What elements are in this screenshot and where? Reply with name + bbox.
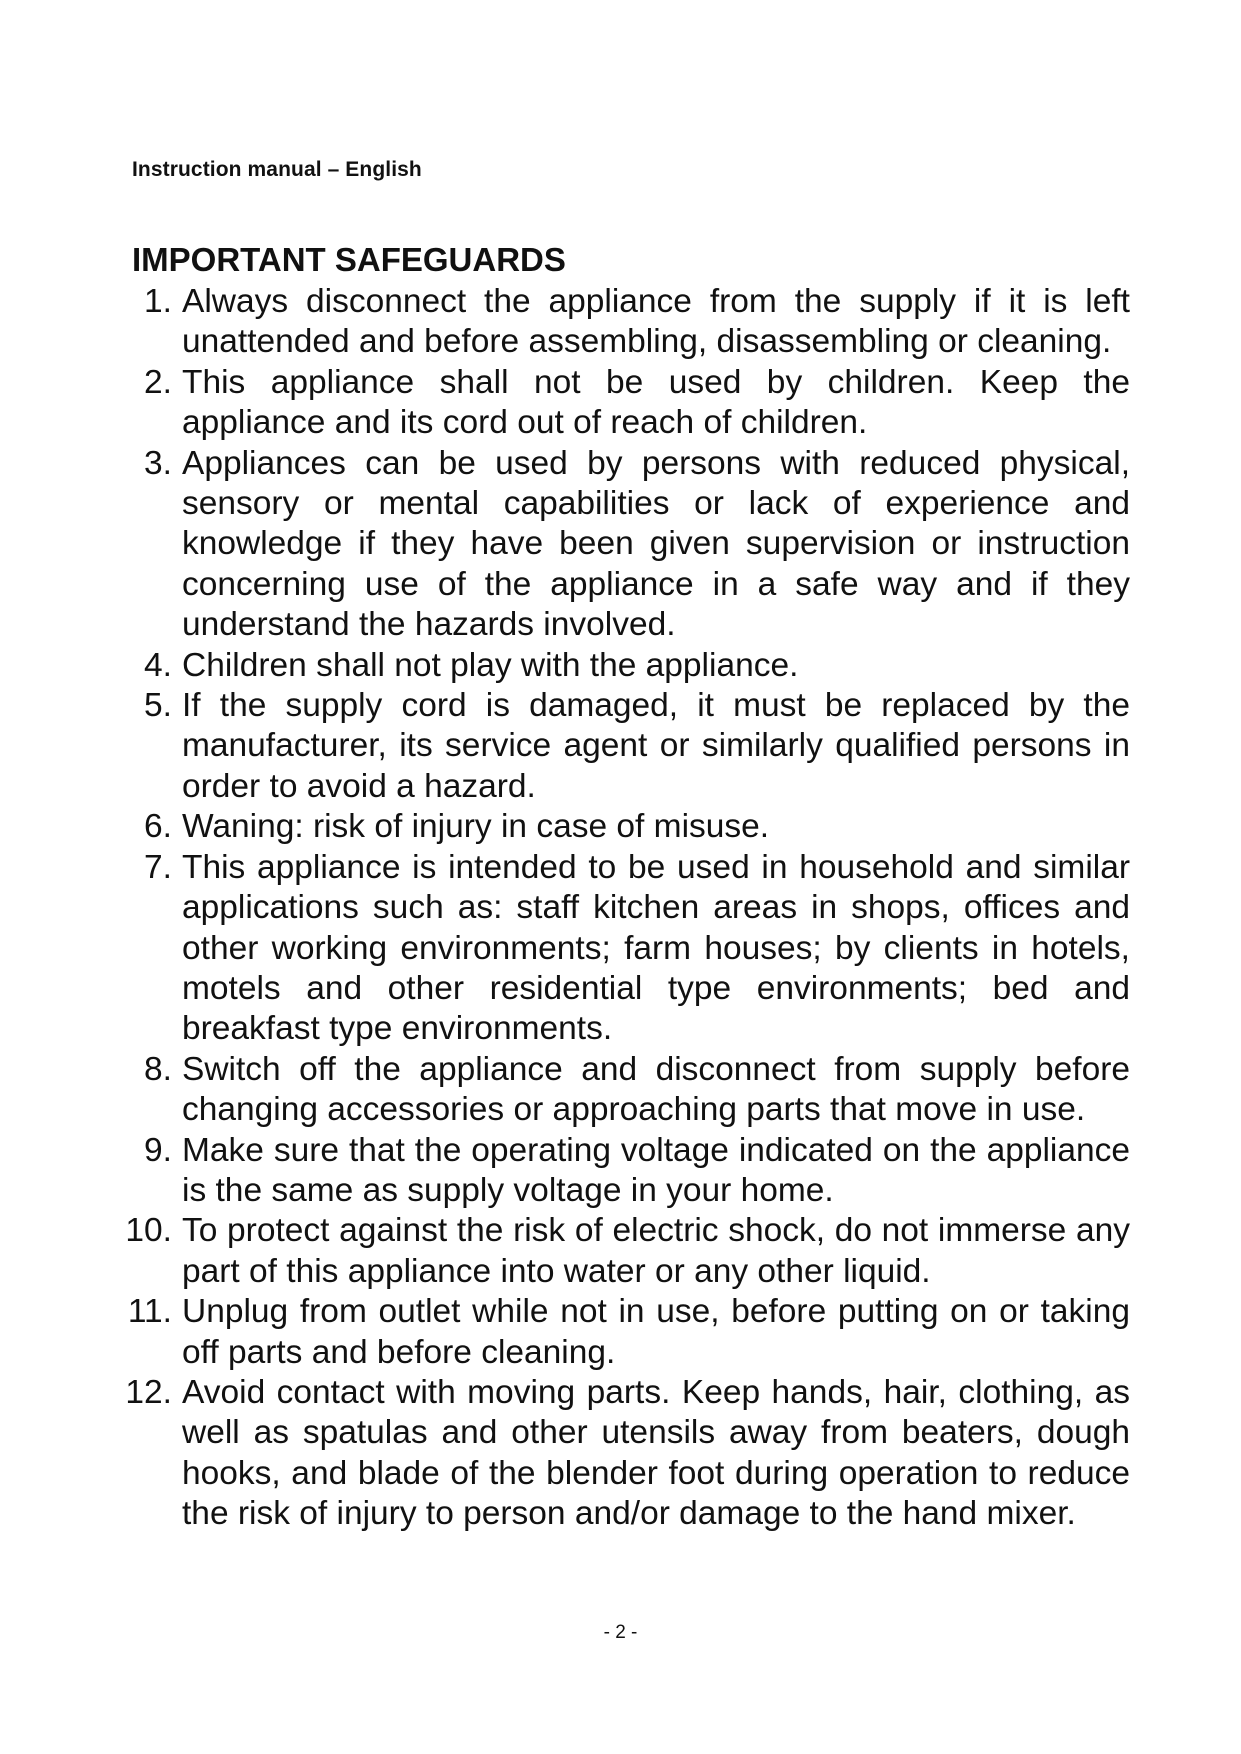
- list-item: [100, 646, 1130, 686]
- list-item-text: Unplug from outlet while not in use, before putting on or taking off parts and before cleaning.: [182, 1293, 1130, 1371]
- list-item-number: 9.: [144, 1131, 172, 1169]
- list-item-text: This appliance shall not be used by children. Keep the appliance and its cord out of reach of children.: [182, 363, 1130, 442]
- list-item-text: Switch off the appliance and disconnect from supply before changing accessories or approaching parts that move in use.: [182, 1050, 1130, 1129]
- list-item-text: Appliances can be used by persons with reduced physical, sensory or mental capabilities or lack of experience and knowledge if they have been given supervision or instruction concerning use of the appliance in a safe way and if they understand the hazards involved.: [182, 444, 1130, 644]
- list-item-number: 2.: [144, 363, 172, 401]
- list-item-number: 7.: [144, 848, 172, 886]
- list-item: [100, 1050, 1130, 1131]
- list-item: [100, 1373, 1130, 1535]
- list-item-text: Make sure that the operating voltage indicated on the appliance is the same as supply voltage in your home.: [182, 1131, 1130, 1209]
- list-item-number: 5.: [144, 687, 172, 725]
- list-item-text: Waning: risk of injury in case of misuse.: [182, 808, 770, 846]
- page-title: IMPORTANT SAFEGUARDS: [132, 241, 566, 278]
- list-item-text: This appliance is intended to be used in household and similar applications such as: staff kitchen areas in shops, offices and other working environments; farm houses; by clients in hotels, motels and other residential type environments; bed and breakfast type environments.: [182, 848, 1130, 1048]
- list-item-number: 10.: [125, 1212, 172, 1250]
- list-item-text: Children shall not play with the appliance.: [182, 646, 799, 684]
- list-item-text: If the supply cord is damaged, it must be replaced by the manufacturer, its service agent or similarly qualified persons in order to avoid a hazard.: [182, 687, 1130, 805]
- list-item-text: To protect against the risk of electric shock, do not immerse any part of this appliance into water or any other liquid.: [182, 1212, 1130, 1290]
- page-number: - 2 -: [603, 1622, 638, 1643]
- list-item: [100, 282, 1130, 363]
- list-item: [100, 444, 1130, 646]
- safeguard-list: [100, 282, 1130, 1535]
- list-item-text: Avoid contact with moving parts. Keep hands, hair, clothing, as well as spatulas and other utensils away from beaters, dough hooks, and blade of the blender foot during operation to reduce the risk of injury to person and/or damage to the hand mixer.: [182, 1373, 1130, 1533]
- list-item-number: 12.: [125, 1373, 172, 1411]
- list-item-number: 8.: [144, 1050, 172, 1088]
- list-item-number: 1.: [144, 283, 172, 320]
- list-item-text: Always disconnect the appliance from the supply if it is left unattended and before assembling, disassembling or cleaning.: [182, 283, 1130, 361]
- list-item: [100, 1211, 1130, 1292]
- list-item-number: 11.: [127, 1293, 172, 1331]
- document-header-label: Instruction manual – English: [132, 158, 422, 181]
- list-item: [100, 1292, 1130, 1373]
- list-item-number: 4.: [144, 646, 172, 684]
- list-item: [100, 686, 1130, 807]
- list-item: [100, 363, 1130, 444]
- list-item-number: 6.: [144, 808, 172, 846]
- list-item: [100, 848, 1130, 1050]
- list-item-number: 3.: [144, 444, 172, 482]
- list-item: [100, 807, 1130, 847]
- list-item: [100, 1131, 1130, 1212]
